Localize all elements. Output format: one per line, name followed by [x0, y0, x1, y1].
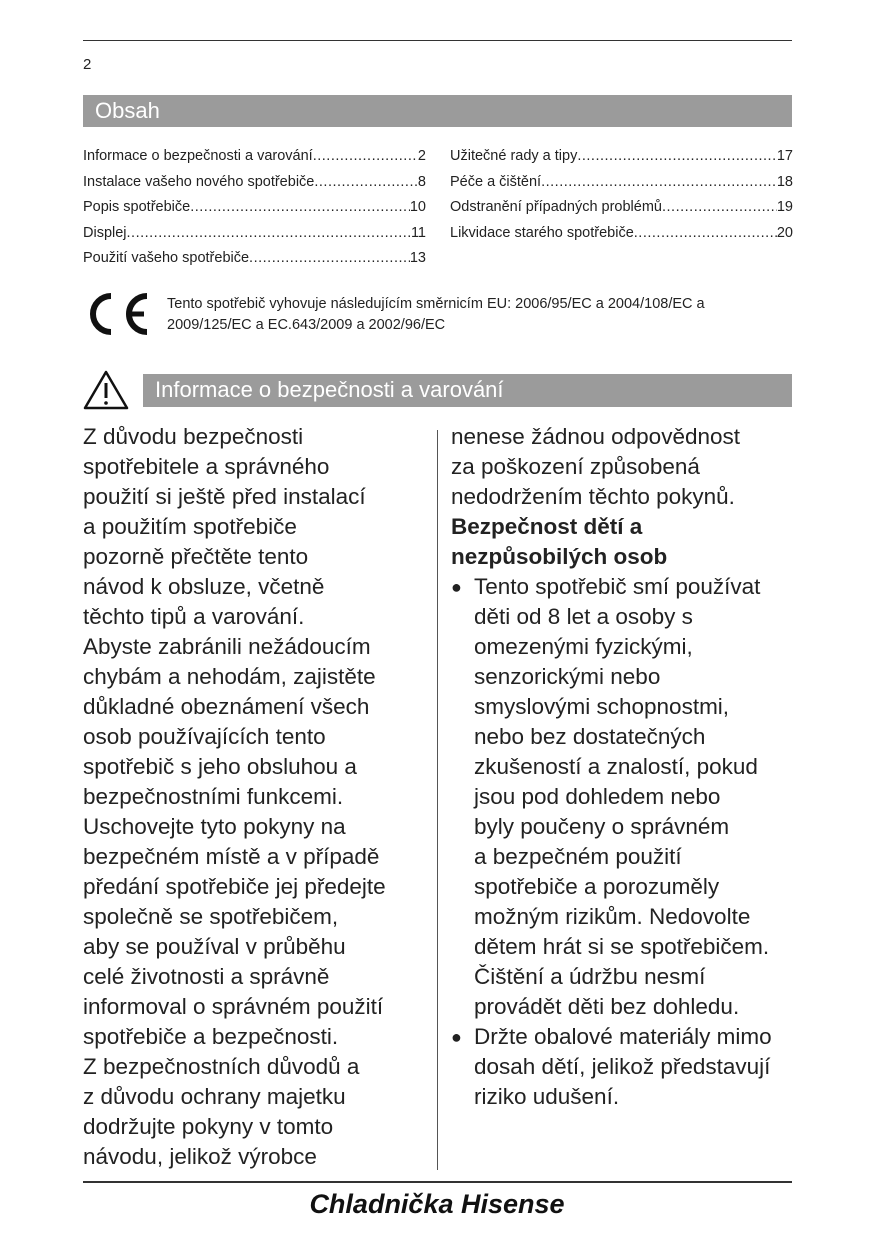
- body-line: důkladné obeznámení všech: [83, 694, 370, 719]
- bullet-item: [451, 572, 796, 1022]
- body-line: osob používajících tento: [83, 724, 326, 749]
- toc-entry-page: 11: [410, 224, 426, 241]
- body-line: z důvodu ochrany majetku: [83, 1084, 346, 1109]
- body-line: Z bezpečnostních důvodů a: [83, 1054, 360, 1079]
- toc-right-column: [450, 148, 793, 250]
- toc-entry-page: 17: [776, 148, 793, 164]
- bullet-line: jsou pod dohledem nebo: [474, 784, 721, 809]
- page-number: 2: [83, 56, 92, 73]
- toc-entry-title: Použití vašeho spotřebiče: [83, 250, 250, 266]
- body-line: těchto tipů a varování.: [83, 604, 305, 629]
- bullet-line: dětem hrát si se spotřebičem.: [474, 934, 770, 959]
- body-line: Uschovejte tyto pokyny na: [83, 814, 346, 839]
- body-line: celé životnosti a správně: [83, 964, 330, 989]
- toc-entry-page: 18: [776, 173, 793, 190]
- toc-entry[interactable]: [83, 225, 426, 251]
- body-line: chybám a nehodám, zajistěte: [83, 664, 376, 689]
- compliance-text: [167, 294, 792, 336]
- bullet-line: možným rizikům. Nedovolte: [474, 904, 751, 929]
- body-line: a použitím spotřebiče: [83, 514, 297, 539]
- toc-left-column: [83, 148, 426, 276]
- children-safety-heading: nezpůsobilých osob: [451, 544, 668, 569]
- bullet-dot: ●: [451, 1027, 462, 1047]
- ce-mark-icon: [81, 290, 151, 338]
- body-line: aby se používal v průběhu: [83, 934, 346, 959]
- bullet-line: Držte obalové materiály mimo: [474, 1024, 772, 1049]
- compliance-line: Tento spotřebič vyhovuje následujícím směrnicím EU: 2006/95/EC a 2004/108/EC a: [167, 296, 705, 312]
- top-divider: [83, 40, 792, 41]
- toc-entry-title: Péče a čištění: [450, 173, 542, 190]
- body-line: návodu, jelikož výrobce: [83, 1144, 317, 1169]
- bullet-dot: ●: [451, 577, 462, 597]
- toc-entry[interactable]: [83, 250, 426, 276]
- bullet-line: byly poučeny o správném: [474, 814, 730, 839]
- body-line: návod k obsluze, včetně: [83, 574, 325, 599]
- toc-entry-page: 19: [776, 199, 793, 215]
- toc-entry[interactable]: [450, 148, 793, 174]
- bullet-line: Tento spotřebič smí používat: [474, 574, 761, 599]
- body-line: bezpečnostními funkcemi.: [83, 784, 344, 809]
- toc-entry-title: Popis spotřebiče: [83, 199, 191, 215]
- bullet-line: dosah dětí, jelikož představují: [474, 1054, 771, 1079]
- bullet-line: a bezpečném použití: [474, 844, 682, 869]
- bullet-line: omezenými fyzickými,: [474, 634, 693, 659]
- bullet-line: senzorickými nebo: [474, 664, 661, 689]
- body-line: spotřebič s jeho obsluhou a: [83, 754, 357, 779]
- body-line: použití si ještě před instalací: [83, 484, 366, 509]
- footer-title: Chladnička Hisense: [309, 1189, 565, 1219]
- bottom-divider: [83, 1181, 792, 1183]
- body-line: předání spotřebiče jej předejte: [83, 874, 386, 899]
- column-divider: [437, 430, 438, 1170]
- toc-entry[interactable]: [83, 148, 426, 174]
- compliance-line: 2009/125/EC a EC.643/2009 a 2002/96/EC: [167, 317, 446, 333]
- body-line: nedodržením těchto pokynů.: [451, 484, 735, 509]
- toc-entry[interactable]: [83, 199, 426, 225]
- toc-entry-title: Odstranění případných problémů: [450, 199, 662, 215]
- body-line: společně se spotřebičem,: [83, 904, 339, 929]
- body-line: Z důvodu bezpečnosti: [83, 424, 304, 449]
- bullet-line: nebo bez dostatečných: [474, 724, 706, 749]
- safety-heading: Informace o bezpečnosti a varování: [155, 377, 504, 402]
- toc-entry-title: Informace o bezpečnosti a varování: [83, 148, 313, 164]
- body-line: spotřebiče a bezpečnosti.: [83, 1024, 339, 1049]
- bullet-line: děti od 8 let a osoby s: [474, 604, 693, 629]
- bullet-line: smyslovými schopnostmi,: [474, 694, 730, 719]
- toc-entry-title: Instalace vašeho nového spotřebiče: [83, 173, 315, 190]
- toc-entry-page: 8: [417, 173, 426, 190]
- body-line: pozorně přečtěte tento: [83, 544, 309, 569]
- toc-header-bar: [83, 95, 792, 127]
- toc-entry[interactable]: [450, 174, 793, 200]
- bullet-line: Čištění a údržbu nesmí: [474, 964, 706, 989]
- toc-heading: Obsah: [95, 98, 160, 123]
- toc-entry[interactable]: [83, 174, 426, 200]
- body-line: dodržujte pokyny v tomto: [83, 1114, 334, 1139]
- bullet-item: [451, 1022, 796, 1112]
- body-line: nenese žádnou odpovědnost: [451, 424, 740, 449]
- bullet-line: riziko udušení.: [474, 1084, 620, 1109]
- body-line: Abyste zabránili nežádoucím: [83, 634, 371, 659]
- toc-entry[interactable]: [450, 199, 793, 225]
- bullet-line: zkušeností a znalostí, pokud: [474, 754, 758, 779]
- body-line: za poškození způsobená: [451, 454, 700, 479]
- safety-header-bar: [143, 374, 792, 407]
- children-safety-heading: Bezpečnost dětí a: [451, 514, 643, 539]
- safety-right-column: [451, 422, 796, 1112]
- toc-entry-page: 20: [776, 224, 793, 241]
- toc-entry-title: Užitečné rady a tipy: [450, 148, 578, 164]
- body-line: bezpečném místě a v případě: [83, 844, 380, 869]
- toc-entry-page: 2: [417, 148, 426, 164]
- bullet-line: provádět děti bez dohledu.: [474, 994, 740, 1019]
- toc-entry-title: Displej: [83, 224, 127, 241]
- safety-left-column: [83, 422, 428, 1172]
- warning-icon: [83, 369, 129, 411]
- toc-entry-title: Likvidace starého spotřebiče: [450, 224, 634, 241]
- toc-entry[interactable]: [450, 225, 793, 251]
- body-line: spotřebitele a správného: [83, 454, 330, 479]
- body-line: informoval o správném použití: [83, 994, 384, 1019]
- toc-entry-page: 10: [409, 199, 426, 215]
- toc-entry-page: 13: [409, 250, 426, 266]
- bullet-line: spotřebiče a porozuměly: [474, 874, 720, 899]
